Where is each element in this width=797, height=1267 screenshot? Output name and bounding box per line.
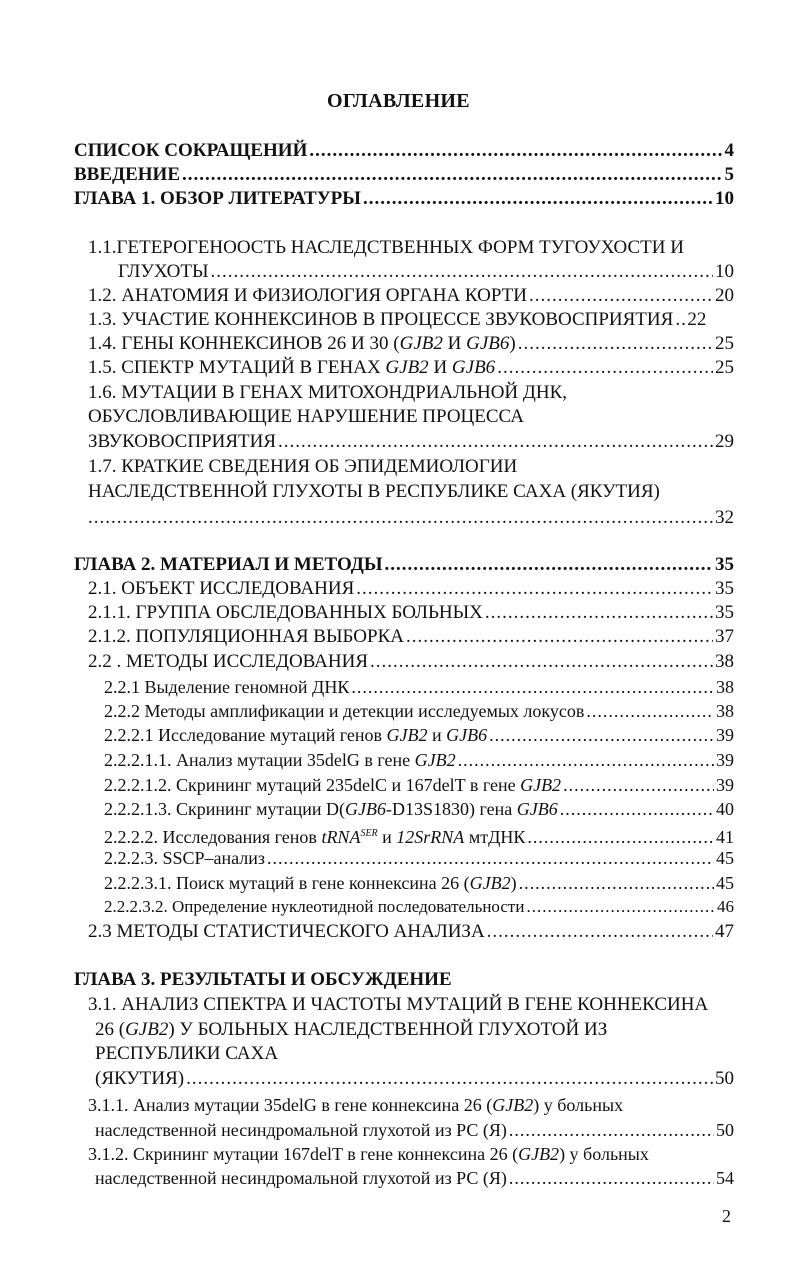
toc-entry-2-2-1: 2.2.1 Выделение геномной ДНК ..... 38 [104, 675, 734, 699]
toc-entry-1-4: 1.4. ГЕНЫ КОННЕКСИНОВ 26 И 30 (GJB2 И GJB6) ..... 25 [88, 332, 734, 356]
toc-page: 37 [715, 626, 734, 647]
toc-entry-1-3: 1.3. УЧАСТИЕ КОННЕКСИНОВ В ПРОЦЕССЕ ЗВУКОВОСПРИЯТИЯ ..... 22 [88, 308, 734, 332]
toc-entry-2-1: 2.1. ОБЪЕКТ ИССЛЕДОВАНИЯ ..... 35 [88, 577, 734, 601]
toc-page: 50 [716, 1120, 734, 1140]
toc-page: 39 [716, 775, 734, 795]
toc-entry-2-2-2-3-1: 2.2.2.3.1. Поиск мутаций в гене коннексина 26 (GJB2) ..... 45 [104, 871, 734, 895]
toc-entry-1-5: 1.5. СПЕКТР МУТАЦИЙ В ГЕНАХ GJB2 И GJB6 ..... 25 [88, 356, 734, 380]
toc-page: 4 [724, 140, 734, 161]
toc-page: 50 [715, 1068, 734, 1089]
toc-entry-2-1-2: 2.1.2. ПОПУЛЯЦИОННАЯ ВЫБОРКА ..... 37 [88, 625, 734, 649]
toc-entry-chapter-3: ГЛАВА 3. РЕЗУЛЬТАТЫ И ОБСУЖДЕНИЕ [74, 969, 452, 990]
toc-page: 20 [715, 285, 734, 306]
toc-page: 38 [715, 651, 734, 672]
toc-page: 25 [715, 357, 734, 378]
toc-page: 32 [715, 507, 734, 528]
toc-entry-3-1-1-line1: 3.1.1. Анализ мутации 35delG в гене коннексина 26 (GJB2) у больных [88, 1095, 624, 1115]
toc-entry-2-2-2-1-1: 2.2.2.1.1. Анализ мутации 35delG в гене GJB2 ..... 39 [104, 748, 734, 772]
toc-label: СПИСОК СОКРАЩЕНИЙ [74, 140, 308, 161]
toc-entry-1-2: 1.2. АНАТОМИЯ И ФИЗИОЛОГИЯ ОРГАНА КОРТИ ..... 20 [88, 284, 734, 308]
toc-entry-1-6-line1: 1.6. МУТАЦИИ В ГЕНАХ МИТОХОНДРИАЛЬНОЙ ДНК, [88, 382, 568, 403]
toc-entry-3-1-2-line2: наследственной несиндромальной глухотой из РС (Я) ..... 54 [95, 1166, 734, 1190]
toc-page: 39 [716, 750, 734, 770]
toc-entry-abbreviations [74, 139, 734, 163]
toc-entry-2-2-2-3-2: 2.2.2.3.2. Определение нуклеотидной последовательности ..... 46 [104, 895, 734, 919]
toc-entry-2-2-2-3: 2.2.2.3. SSCP–анализ ..... 45 [104, 846, 734, 870]
toc-page: 35 [715, 554, 734, 575]
toc-page: 38 [716, 677, 734, 697]
toc-page: 22 [687, 309, 707, 330]
toc-entry-1-6-line2: ОБУСЛОВЛИВАЮЩИЕ НАРУШЕНИЕ ПРОЦЕССА [88, 406, 524, 427]
toc-entry-1-7-line1: 1.7. КРАТКИЕ СВЕДЕНИЯ ОБ ЭПИДЕМИОЛОГИИ [88, 456, 518, 477]
toc-page: 45 [716, 873, 734, 893]
toc-entry-2-2: 2.2 . МЕТОДЫ ИССЛЕДОВАНИЯ ..... 38 [88, 650, 734, 674]
page-title: ОГЛАВЛЕНИЕ [327, 90, 470, 112]
toc-entry-3-1-line3: РЕСПУБЛИКИ САХА [95, 1043, 279, 1064]
toc-entry-chapter-1 [74, 187, 734, 211]
toc-entry-3-1-2-line1: 3.1.2. Скрининг мутации 167delT в гене коннексина 26 (GJB2) у больных [88, 1144, 649, 1164]
toc-entry-3-1-line4: (ЯКУТИЯ) ..... 50 [95, 1067, 734, 1091]
toc-page: 47 [715, 921, 734, 942]
toc-entry-2-3: 2.3 МЕТОДЫ СТАТИСТИЧЕСКОГО АНАЛИЗА ..... 47 [88, 920, 734, 944]
toc-page: 10 [715, 188, 734, 209]
toc-page: 35 [715, 602, 734, 623]
toc-entry-2-2-2-1-3: 2.2.2.1.3. Скрининг мутации D(GJB6-D13S1830) гена GJB6 ..... 40 [104, 797, 734, 821]
toc-page: 29 [715, 431, 734, 452]
toc-entry-1-7-line3 [88, 506, 734, 530]
toc-entry-2-2-2-2: 2.2.2.2. Исследования генов tRNA$^{SER}$ и 12SrRNA мтДНК ..... 41 [104, 822, 734, 849]
toc-entry-1-7-line2: НАСЛЕДСТВЕННОЙ ГЛУХОТЫ В РЕСПУБЛИКЕ САХА (ЯКУТИЯ) [88, 481, 660, 502]
toc-entry-introduction [74, 163, 734, 187]
toc-page: 38 [716, 701, 734, 721]
toc-entry-1-1-line1: 1.1.ГЕТЕРОГЕНООСТЬ НАСЛЕДСТВЕННЫХ ФОРМ ТУГОУХОСТИ И [88, 237, 684, 258]
toc-label: ГЛАВА 1. ОБЗОР ЛИТЕРАТУРЫ [74, 188, 361, 209]
toc-page: 39 [716, 725, 734, 745]
toc-page: 45 [716, 848, 734, 868]
toc-entry-1-6-line3: ЗВУКОВОСПРИЯТИЯ ..... 29 [88, 430, 734, 454]
toc-page: 25 [715, 333, 734, 354]
toc-entry-chapter-2: ГЛАВА 2. МАТЕРИАЛ И МЕТОДЫ ..... 35 [74, 553, 734, 577]
toc-entry-3-1-line1: 3.1. АНАЛИЗ СПЕКТРА И ЧАСТОТЫ МУТАЦИЙ В ГЕНЕ КОННЕКСИНА [88, 994, 709, 1015]
toc-entry-3-1-1-line2: наследственной несиндромальной глухотой из РС (Я) ..... 50 [95, 1118, 734, 1142]
toc-entry-3-1-line2: 26 (GJB2) У БОЛЬНЫХ НАСЛЕДСТВЕННОЙ ГЛУХОТОЙ ИЗ [95, 1019, 608, 1040]
toc-page: 54 [716, 1168, 734, 1188]
toc-entry-2-2-2: 2.2.2 Методы амплификации и детекции исследуемых локусов ..... 38 [104, 699, 734, 723]
toc-entry-2-1-1: 2.1.1. ГРУППА ОБСЛЕДОВАННЫХ БОЛЬНЫХ ..... 35 [88, 601, 734, 625]
toc-label: ВВЕДЕНИЕ [74, 164, 180, 185]
toc-page: 40 [716, 799, 734, 819]
toc-page: 41 [716, 827, 734, 847]
toc-page: 10 [715, 261, 734, 282]
toc-page: 46 [717, 897, 734, 916]
toc-entry-1-1-line2: ГЛУХОТЫ ..... 10 [118, 260, 734, 284]
toc-entry-2-2-2-1-2: 2.2.2.1.2. Скрининг мутаций 235delC и 167delT в гене GJB2 ..... 39 [104, 773, 734, 797]
toc-page: 5 [724, 164, 734, 185]
toc-page: 35 [715, 578, 734, 599]
page-number: 2 [722, 1206, 731, 1226]
toc-entry-2-2-2-1: 2.2.2.1 Исследование мутаций генов GJB2 и GJB6 ..... 39 [104, 723, 734, 747]
